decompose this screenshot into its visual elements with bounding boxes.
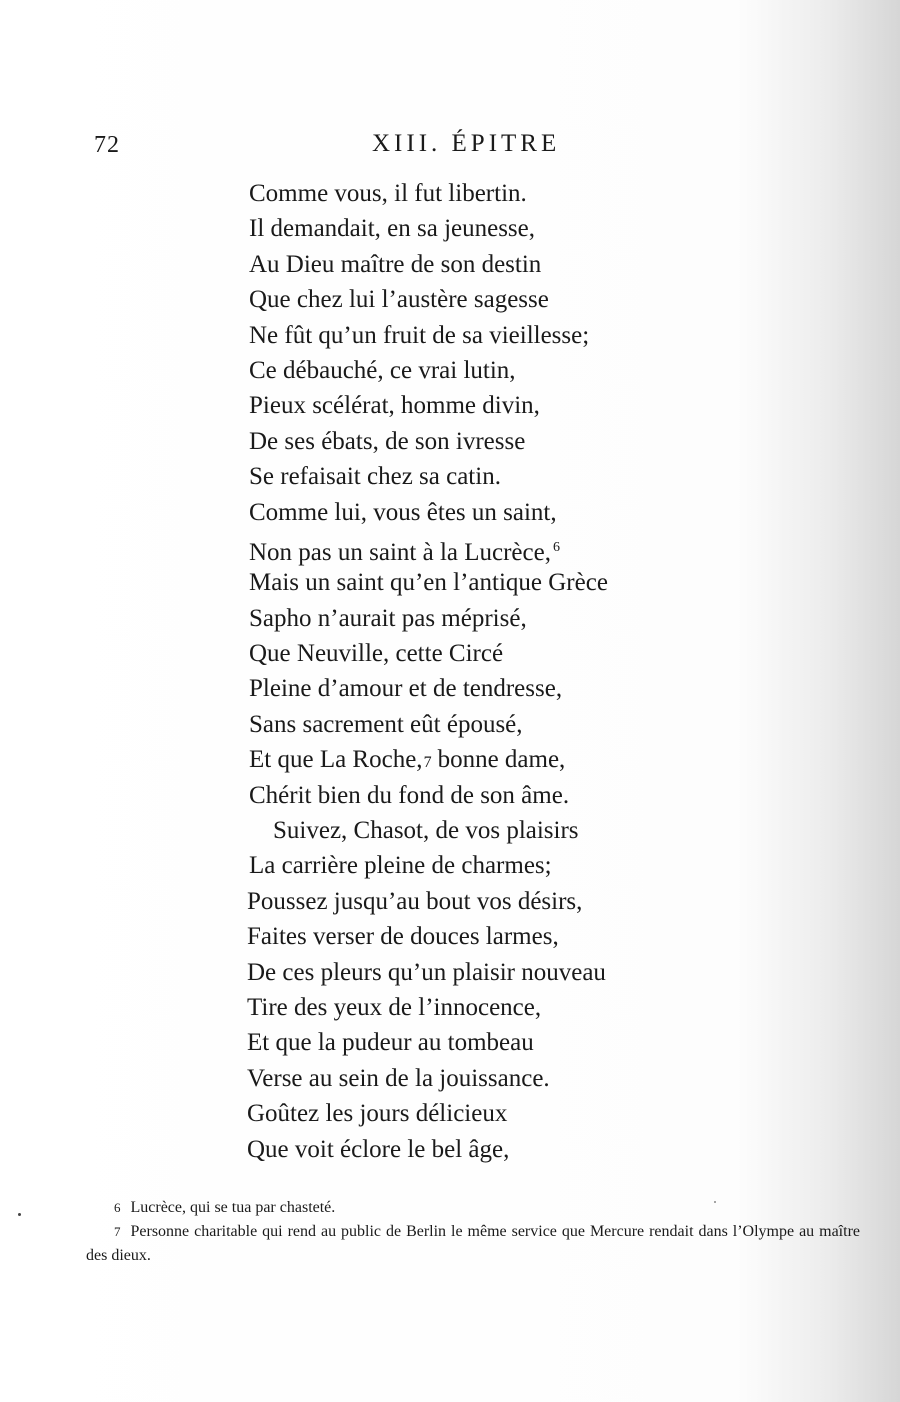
verse-line: Sapho n’aurait pas méprisé, [249,604,527,632]
verse-line: Et que la pudeur au tombeau [247,1029,534,1057]
footnote-number: 6 [114,1200,121,1215]
verse-line: Que voit éclore le bel âge, [247,1135,510,1163]
verse-line: Mais un saint qu’en l’antique Grèce [249,569,608,597]
verse-line: Que Neuville, cette Circé [249,640,504,668]
verse-line: Et que La Roche,7 bonne dame, [249,746,566,774]
running-title: XIII. ÉPITRE [372,130,561,157]
verse-line: De ces pleurs qu’un plaisir nouveau [247,958,606,986]
footnotes [86,1196,860,1268]
footnote-ref-7[interactable]: 7 [423,754,432,772]
footnote-text: Lucrèce, qui se tua par chasteté. [130,1199,336,1216]
verse-line: Comme lui, vous êtes un saint, [249,498,557,526]
verse-line: Au Dieu maître de son destin [249,250,542,278]
verse-line: Se refaisait chez sa catin. [249,463,501,491]
verse-line-stanza-start: Suivez, Chasot, de vos plaisirs [273,817,579,845]
poem [249,176,809,1167]
verse-line: De ses ébats, de son ivresse [249,427,526,455]
verse-line: Goûtez les jours délicieux [247,1100,508,1128]
verse-line: Il demandait, en sa jeunesse, [249,215,536,243]
ink-speck [18,1213,21,1216]
footnote-number: 7 [114,1224,121,1239]
verse-line: Chérit bien du fond de son âme. [249,781,570,809]
footnote-text: Personne charitable qui rend au public de Berlin le même service que Mercure rendait dans l’Olympe au maître des dieux. [86,1223,860,1264]
footnote-7 [86,1220,860,1268]
verse-line: Tire des yeux de l’innocence, [247,993,542,1021]
verse-line: Pleine d’amour et de tendresse, [249,675,563,703]
footnote-6 [86,1196,860,1220]
page-number: 72 [94,132,120,158]
verse-line: Ne fût qu’un fruit de sa vieillesse; [249,321,590,349]
verse-line: Comme vous, il fut libertin. [249,180,527,207]
verse-line: Pieux scélérat, homme divin, [249,392,540,420]
verse-line: Que chez lui l’austère sagesse [249,286,549,314]
footnote-ref-6[interactable]: 6 [552,539,560,555]
verse-line: Faites verser de douces larmes, [247,923,559,951]
verse-line: Verse au sein de la jouissance. [247,1064,550,1092]
verse-line: La carrière pleine de charmes; [249,852,552,880]
ink-speck [714,1201,716,1203]
verse-line: Poussez jusqu’au bout vos désirs, [247,887,583,915]
verse-line: Ce débauché, ce vrai lutin, [249,356,516,384]
verse-line: Sans sacrement eût épousé, [249,710,523,738]
verse-line: Non pas un saint à la Lucrèce, $^6$ [249,538,560,566]
